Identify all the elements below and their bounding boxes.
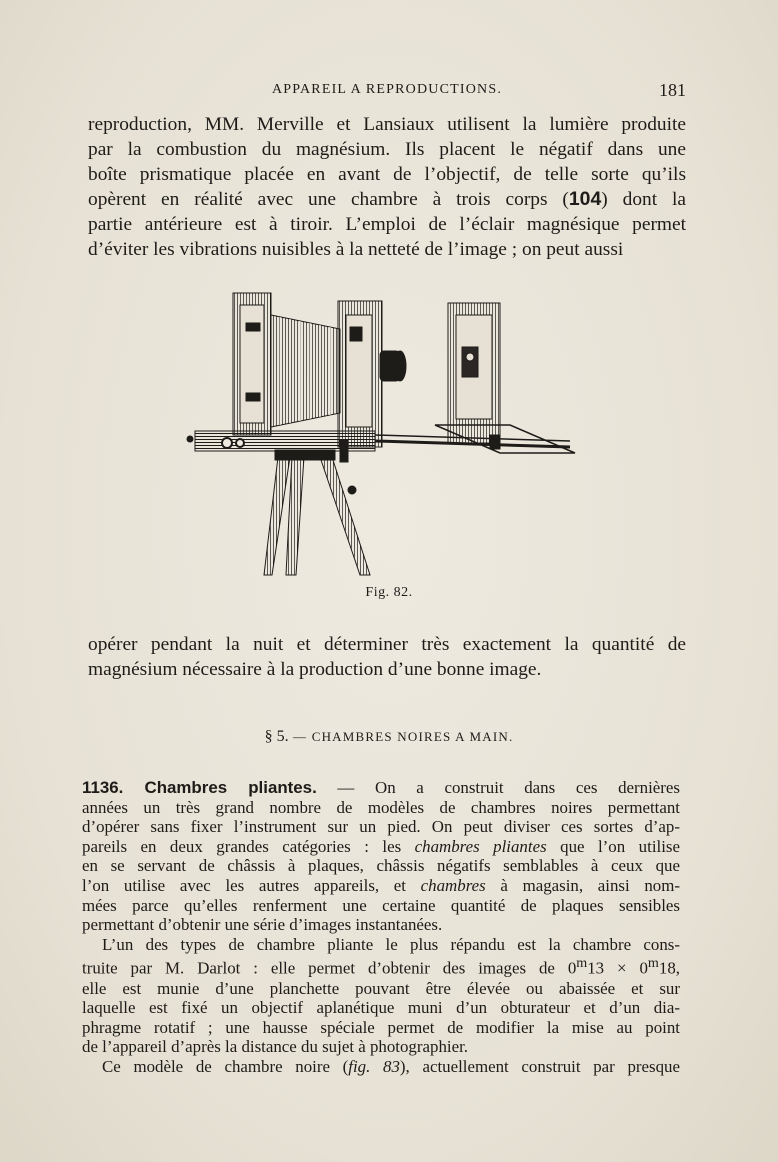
text-line: de l’appareil d’après la distance du sujet à photographier. <box>82 1037 468 1057</box>
article-heading: Chambres pliantes. <box>144 778 317 797</box>
text-segment: ) dont la <box>601 189 686 210</box>
running-head <box>88 80 686 102</box>
italic-term: chambres <box>420 875 486 895</box>
section-symbol: § 5. <box>264 728 289 745</box>
text-line: laquelle est fixé un objectif aplanétique muni d’un obturateur et d’un dia- <box>82 998 680 1018</box>
text-segment: 18, <box>658 958 680 978</box>
text-line: par la combustion du magnésium. Ils placent le négatif dans une <box>88 139 686 160</box>
text-line: d’éviter les vibrations nuisibles à la netteté de l’image ; on peut aussi <box>88 239 624 260</box>
front-standard <box>233 293 271 435</box>
text-line: opérer pendant la nuit et déterminer très exactement la quantité de <box>88 634 686 655</box>
text-segment: à magasin, ainsi nom- <box>485 875 681 895</box>
text-line: magnésium nécessaire à la production d’une bonne image. <box>88 659 542 680</box>
text-line <box>88 187 686 212</box>
text-segment: — On a construit dans ces dernières <box>316 778 680 797</box>
paragraph-top <box>88 112 686 262</box>
text-line: elle est munie d’une planchette pouvant être élevée ou abaissée et sur <box>82 978 680 998</box>
figure-reference: 104 <box>568 188 602 210</box>
text-line <box>82 1057 680 1077</box>
text-line <box>82 837 680 857</box>
section-heading <box>0 728 778 746</box>
article-1136 <box>82 778 680 1077</box>
unit-superscript: m <box>576 955 588 972</box>
text-segment: pareils en deux grandes catégories : les <box>82 836 415 856</box>
text-line: 1136. Chambres pliantes. — On a construit dans ces dernières <box>82 778 680 797</box>
text-line: L’un des types de chambre pliante le plus répandu est la chambre cons- <box>102 934 680 954</box>
reproduction-camera-engraving <box>180 285 580 580</box>
text-line: années un très grand nombre de modèles de chambres noires permettant <box>82 797 680 817</box>
unit-superscript: m <box>647 955 659 972</box>
article-number: 1136 <box>82 778 119 797</box>
text-line: boîte prismatique placée en avant de l’objectif, de telle sorte qu’ils <box>88 164 686 185</box>
text-line <box>82 954 680 978</box>
camera-illustration <box>180 285 580 580</box>
text-line: en se servant de châssis à plaques, châssis négatifs semblables à ceux que <box>82 856 680 876</box>
text-line: phragme rotatif ; une hausse spéciale permet de modifier la mise au point <box>82 1017 680 1037</box>
text-line: partie antérieure est à tiroir. L’emploi de l’éclair magnésique permet <box>88 214 686 235</box>
text-segment: que l’on utilise <box>546 836 680 856</box>
paragraph-continued <box>88 632 686 682</box>
text-line <box>82 876 680 896</box>
text-segment: opèrent en réalité avec une chambre à trois corps ( <box>88 189 569 210</box>
rear-standard <box>338 301 406 447</box>
running-title: APPAREIL A REPRODUCTIONS. <box>271 82 503 97</box>
text-segment: Ce modèle de chambre noire ( <box>102 1056 349 1076</box>
negative-easel <box>448 303 500 449</box>
page-number: 181 <box>659 80 686 100</box>
figure-reference: fig. 83 <box>348 1056 400 1076</box>
text-line: mées parce qu’elles renferment une certaine quantité de plaques sensibles <box>82 895 680 915</box>
text-line: d’opérer sans fixer l’instrument sur un pied. On peut diviser ces sortes d’ap- <box>82 817 680 837</box>
italic-term: chambres pliantes <box>414 836 547 856</box>
text-line: permettant d’obtenir une série d’images instantanées. <box>82 915 443 935</box>
text-segment: l’on utilise avec les autres appareils, et <box>82 875 421 895</box>
bellows <box>271 315 340 427</box>
section-title: CHAMBRES NOIRES A MAIN. <box>311 729 514 744</box>
figure-caption: Fig. 82. <box>365 585 413 600</box>
text-segment: 13 × 0 <box>587 958 648 978</box>
text-segment: truite par M. Darlot : elle permet d’obtenir des images de 0 <box>82 958 577 978</box>
text-line: reproduction, MM. Merville et Lansiaux utilisent la lumière produite <box>88 114 686 135</box>
text-segment: ), actuellement construit par presque <box>399 1056 680 1076</box>
section-dash: — <box>293 729 308 744</box>
tripod <box>264 440 370 575</box>
